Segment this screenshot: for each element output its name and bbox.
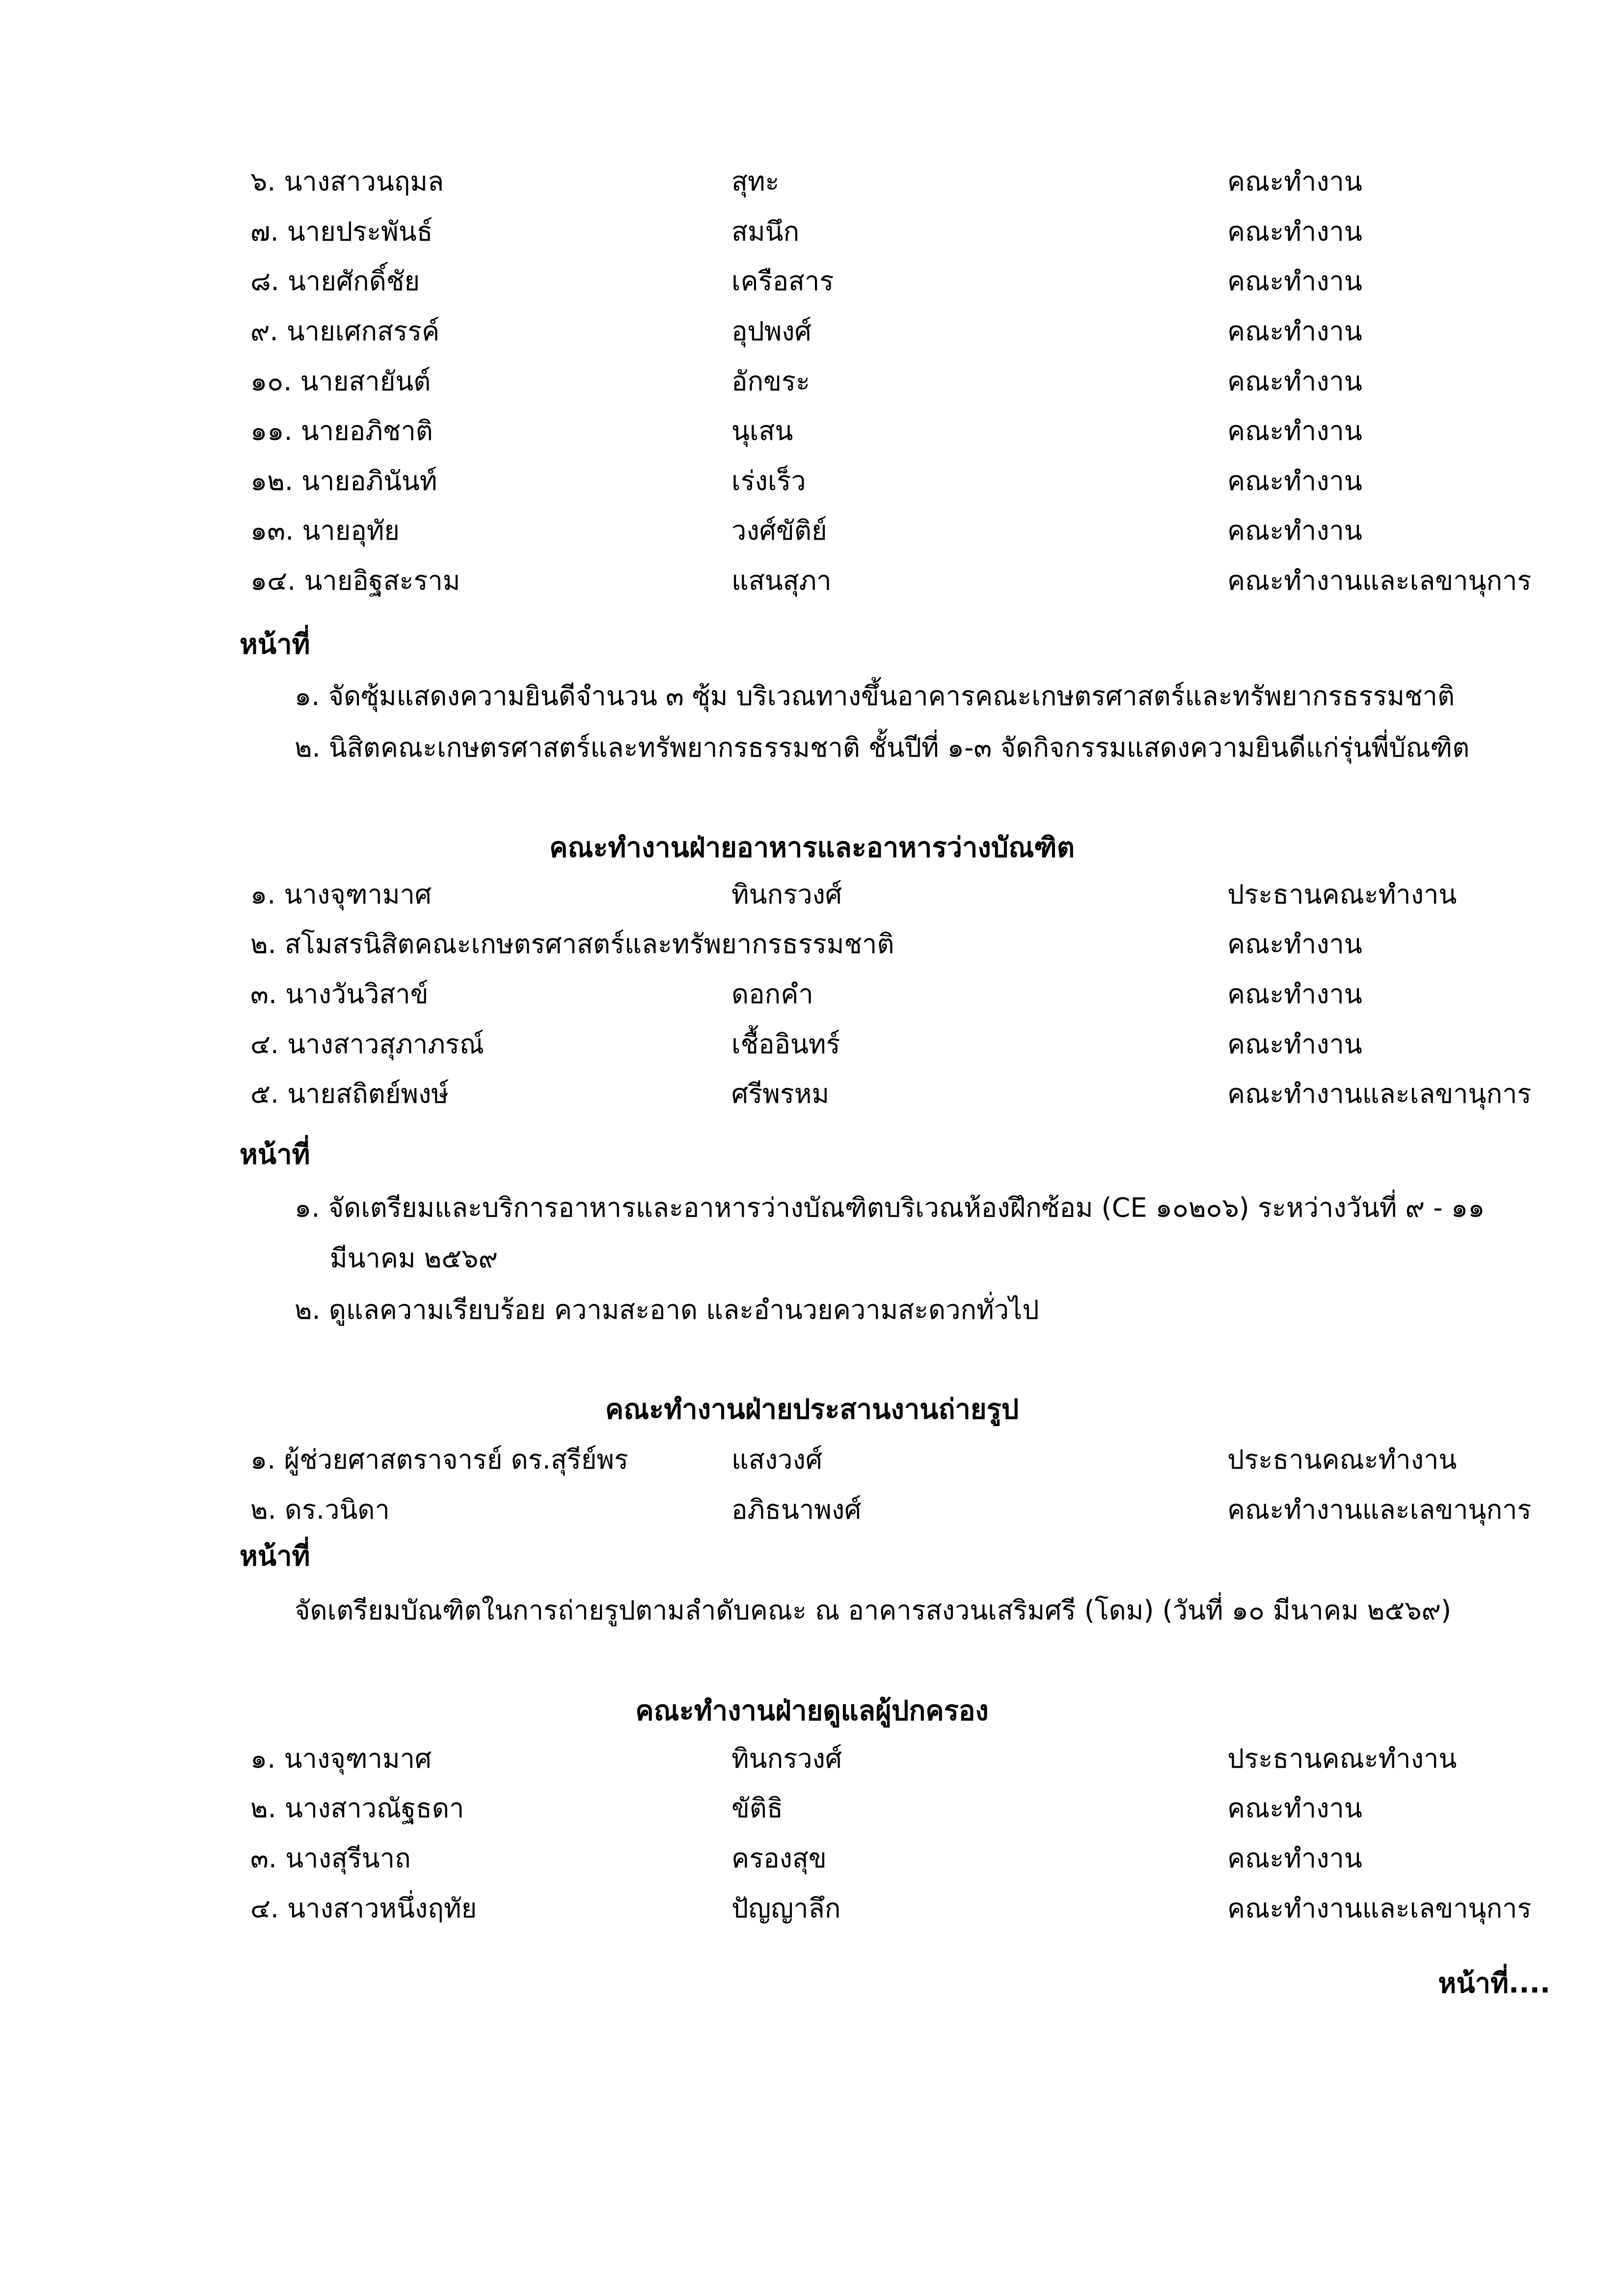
member-row	[0, 309, 1624, 354]
member-role: ประธานคณะทำงาน	[1227, 1743, 1457, 1774]
member-role: คณะทำงาน	[1227, 166, 1362, 197]
member-row	[0, 1786, 1624, 1831]
member-surname: เร่งเร็ว	[731, 465, 806, 496]
member-surname: อุปพงศ์	[731, 316, 812, 347]
member-row	[0, 972, 1624, 1016]
member-row	[0, 559, 1624, 603]
member-role: คณะทำงาน	[1227, 929, 1362, 959]
member-row	[0, 409, 1624, 453]
member-role: คณะทำงานและเลขานุการ	[1227, 1078, 1532, 1109]
member-name: ๑๔. นายอิฐสะราม	[250, 565, 460, 596]
duty-item: ๒. ดูแลความเรียบร้อย ความสะอาด และอำนวยความสะดวกทั่วไป	[295, 1294, 1039, 1325]
member-role: คณะทำงาน	[1227, 415, 1362, 446]
member-name: ๓. นางวันวิสาข์	[250, 979, 429, 1010]
member-row	[0, 1737, 1624, 1781]
section-title: คณะทำงานฝ่ายประสานงานถ่ายรูป	[605, 1393, 1019, 1425]
member-name: ๒. นางสาวณัฐธดา	[250, 1793, 464, 1824]
duty-item: ๑. จัดซุ้มแสดงความยินดีจำนวน ๓ ซุ้ม บริเวณทางขึ้นอาคารคณะเกษตรศาสตร์และทรัพยากรธรรมชาติ	[295, 681, 1455, 711]
member-surname: ครองสุข	[731, 1843, 827, 1874]
member-role: คณะทำงาน	[1227, 1793, 1362, 1824]
member-name: ๑๒. นายอภินันท์	[250, 465, 437, 496]
member-row	[0, 210, 1624, 254]
member-surname: สุทะ	[731, 166, 780, 197]
member-name: ๕. นายสถิตย์พงษ์	[250, 1078, 449, 1109]
member-surname: ทินกรวงศ์	[731, 1743, 842, 1774]
member-role: ประธานคณะทำงาน	[1227, 1444, 1457, 1475]
member-name: ๗. นายประพันธ์	[250, 216, 433, 247]
duties-heading: หน้าที่	[240, 1139, 310, 1171]
member-name: ๑. ผู้ช่วยศาสตราจารย์ ดร.สุรีย์พร	[250, 1444, 629, 1475]
duty-item: จัดเตรียมบัณฑิตในการถ่ายรูปตามลำดับคณะ ณ อาคารสงวนเสริมศรี (โดม) (วันที่ ๑๐ มีนาคม ๒๕๖๙)	[295, 1595, 1452, 1626]
member-name: ๑. นางจุฑามาศ	[250, 879, 432, 910]
member-row	[0, 922, 1624, 966]
member-role: คณะทำงาน	[1227, 366, 1362, 397]
member-row	[0, 160, 1624, 204]
member-name: ๙. นายเศกสรรค์	[250, 316, 440, 347]
member-surname: เชื้ออินทร์	[731, 1029, 840, 1060]
member-row	[0, 873, 1624, 917]
member-row	[0, 1488, 1624, 1532]
member-surname: ศรีพรหม	[731, 1078, 830, 1109]
section-title: คณะทำงานฝ่ายดูแลผู้ปกครอง	[635, 1695, 989, 1727]
member-row	[0, 1438, 1624, 1482]
member-row	[0, 509, 1624, 553]
member-name: ๔. นางสาวหนึ่งฤทัย	[250, 1893, 477, 1924]
member-role: คณะทำงาน	[1227, 979, 1362, 1010]
member-role: คณะทำงาน	[1227, 1843, 1362, 1874]
member-name: ๘. นายศักดิ์ชัย	[250, 266, 420, 297]
member-role: คณะทำงาน	[1227, 1029, 1362, 1060]
member-role: คณะทำงาน	[1227, 515, 1362, 546]
member-name: ๒. ดร.วนิดา	[250, 1494, 390, 1525]
member-name: ๑๑. นายอภิชาติ	[250, 415, 433, 446]
duty-item: ๒. นิสิตคณะเกษตรศาสตร์และทรัพยากรธรรมชาติ ชั้นปีที่ ๑-๓ จัดกิจกรรมแสดงความยินดีแก่รุ่นพี่บัณฑิต	[295, 732, 1470, 763]
page-continuation-footer: หน้าที่....	[1438, 1967, 1550, 1999]
member-role: ประธานคณะทำงาน	[1227, 879, 1457, 910]
member-surname: นุเสน	[731, 415, 793, 446]
member-name: ๖. นางสาวนฤมล	[250, 166, 444, 197]
member-role: คณะทำงาน	[1227, 465, 1362, 496]
member-row	[0, 459, 1624, 503]
member-role: คณะทำงาน	[1227, 266, 1362, 297]
member-role: คณะทำงาน	[1227, 216, 1362, 247]
member-row	[0, 1072, 1624, 1116]
member-row	[0, 259, 1624, 303]
member-surname: แสงวงศ์	[731, 1444, 823, 1475]
member-surname: วงศ์ขัติย์	[731, 515, 827, 546]
duty-item: ๑. จัดเตรียมและบริการอาหารและอาหารว่างบัณฑิตบริเวณห้องฝึกซ้อม (CE ๑๐๒๐๖) ระหว่างวันที่ ๙ - ๑๑	[295, 1192, 1485, 1223]
member-name: ๑๓. นายอุทัย	[250, 515, 400, 546]
member-role: คณะทำงานและเลขานุการ	[1227, 565, 1532, 596]
member-role: คณะทำงาน	[1227, 316, 1362, 347]
member-surname: อภิธนาพงศ์	[731, 1494, 862, 1525]
member-role: คณะทำงานและเลขานุการ	[1227, 1494, 1532, 1525]
member-surname: แสนสุภา	[731, 565, 832, 596]
member-name: ๔. นางสาวสุภาภรณ์	[250, 1029, 484, 1060]
member-surname: สมนึก	[731, 216, 800, 247]
member-row	[0, 1022, 1624, 1066]
member-surname: ทินกรวงศ์	[731, 879, 842, 910]
member-surname: ขัติธิ	[731, 1793, 783, 1824]
member-surname: ดอกคำ	[731, 979, 813, 1010]
member-name: ๑. นางจุฑามาศ	[250, 1743, 432, 1774]
member-name: ๑๐. นายสายันต์	[250, 366, 431, 397]
member-name: ๒. สโมสรนิสิตคณะเกษตรศาสตร์และทรัพยากรธรรมชาติ	[250, 929, 894, 959]
member-surname: เครือสาร	[731, 266, 834, 297]
duty-item-continuation: มีนาคม ๒๕๖๙	[330, 1243, 498, 1274]
member-role: คณะทำงานและเลขานุการ	[1227, 1893, 1532, 1924]
member-surname: อักขระ	[731, 366, 811, 397]
member-row	[0, 1886, 1624, 1931]
section-title: คณะทำงานฝ่ายอาหารและอาหารว่างบัณฑิต	[549, 832, 1075, 864]
member-surname: ปัญญาลึก	[731, 1893, 841, 1924]
member-row	[0, 1836, 1624, 1881]
member-name: ๓. นางสุรีนาถ	[250, 1843, 411, 1874]
duties-heading: หน้าที่	[240, 1540, 310, 1572]
member-row	[0, 359, 1624, 404]
duties-heading: หน้าที่	[240, 628, 310, 660]
